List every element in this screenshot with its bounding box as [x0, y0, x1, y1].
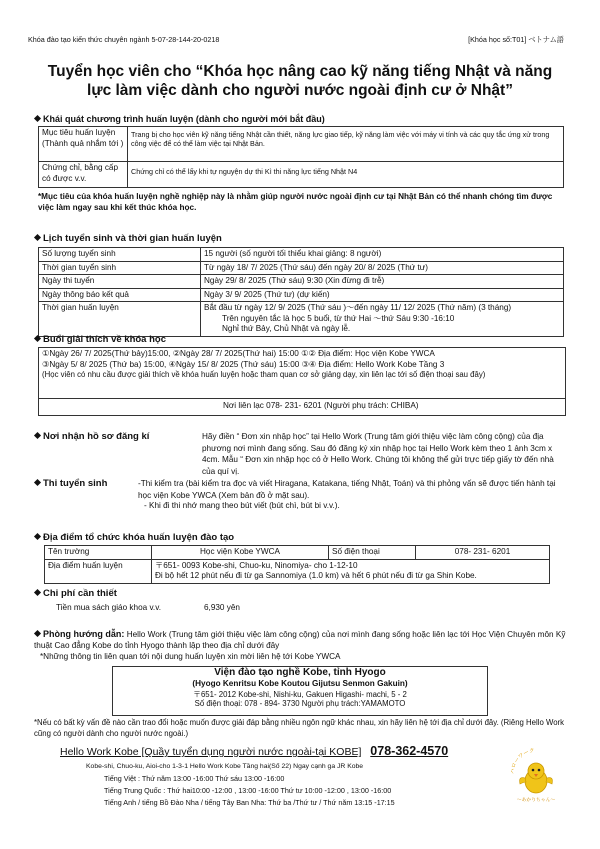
training-place-label: Địa điểm huấn luyện — [45, 559, 152, 583]
institute-phone: Số điện thoại: 078 - 894- 3730 Người phụ trách:YAMAMOTO — [194, 698, 406, 708]
exam-text-2: - Khi đi thi nhớ mang theo bút viết (bút chì, bút bi v.v.). — [144, 501, 340, 510]
briefing-line-3: (Học viên có nhu cầu được giải thích về khóa huấn luyện hoặc tham quan cơ sở giảng dạy, xin liên lạc tới số điện thoại sau đây) — [42, 370, 486, 379]
exam-heading — [34, 478, 107, 489]
divider — [39, 398, 565, 399]
diamond-icon — [34, 335, 41, 342]
hellowork-name: Hello Work Kobe [Quầy tuyển dụng người nước ngoài-tại KOBE] — [60, 746, 362, 758]
application-heading-text: Nơi nhận hồ sơ đăng kí — [43, 431, 150, 442]
mascot-caption: ハローワーク — [509, 748, 536, 775]
hours-chinese: Tiếng Trung Quốc : Thứ hai10:00 -12:00 , 13:00 -16:00 Thứ tư 10:00 -12:00 , 13:00 -16:00 — [104, 786, 392, 795]
briefing-line-2: ③Ngày 5/ 8/ 2025 (Thứ ba) 15:00, ④Ngày 15/ 8/ 2025 (Thứ sáu) 15:00 ③④ Địa điểm: Hello Work Kobe Tầng 3 — [42, 359, 445, 369]
course-code: Khóa đào tạo kiến thức chuyên ngành 5-07-28-144-20-0218 — [28, 35, 220, 44]
briefing-heading-text: Buổi giải thích về khóa học — [43, 334, 166, 345]
result-date-label: Ngày thông báo kết quả — [39, 288, 201, 302]
training-line-3: Nghỉ thứ Bảy, Chủ Nhật và ngày lễ. — [222, 324, 351, 333]
school-phone: 078- 231- 6201 — [416, 546, 550, 560]
venue-table — [44, 545, 550, 584]
institute-box — [112, 666, 488, 716]
goal-label: Mục tiêu huấn luyện (Thành quả nhắm tới ) — [39, 127, 128, 162]
recruit-period-label: Thời gian tuyển sinh — [39, 261, 201, 275]
schedule-heading — [34, 233, 222, 244]
course-number: [Khóa học số:T01] ベトナム語 — [468, 35, 564, 44]
training-line-1: Bắt đầu từ ngày 12/ 9/ 2025 (Thứ sáu )～đến ngày 11/ 12/ 2025 (Thứ năm) (3 tháng) — [204, 303, 512, 312]
diamond-icon — [34, 234, 41, 241]
hours-english: Tiếng Anh / tiếng Bồ Đào Nha / tiếng Tây Ban Nha: Thứ ba /Thứ tư / Thứ năm 13:15 -17:15 — [104, 798, 395, 807]
certificate-label: Chứng chỉ, bằng cấp có được v.v. — [39, 162, 128, 188]
hours-vietnamese: Tiếng Việt : Thứ năm 13:00 -16:00 Thứ sáu 13:00 -16:00 — [104, 774, 285, 783]
venue-address: 〒651- 0093 Kobe-shi, Chuo-ku, Ninomiya- cho 1-12-10 — [155, 560, 358, 570]
certificate-value: Chứng chỉ có thể lấy khi tự nguyện dự thi Kì thi năng lực tiếng Nhật N4 — [128, 162, 564, 188]
school-phone-label: Số điện thoại — [329, 546, 416, 560]
hellowork-line — [60, 744, 448, 758]
fees-label: Tiền mua sách giáo khoa v.v. — [56, 603, 161, 612]
diamond-icon — [34, 115, 41, 122]
mascot-sub: 〜あかりちゃん〜 — [516, 798, 556, 803]
briefing-box — [38, 347, 566, 416]
exam-text-1: -Thi kiểm tra (bài kiểm tra đọc và viết Hiragana, Katakana, tiếng Nhật, Toán) và thi phỏng vấn sẽ được tiến hành tại học viện Kobe YWCA (Xem bản đồ ở mặt sau). — [138, 479, 556, 500]
schedule-table — [38, 247, 564, 337]
application-text: Hãy điền “ Đơn xin nhập học” tại Hello Work (Trung tâm giới thiệu việc làm công cộng) của địa phương nơi mình đang sống. Sau đó đăng ký xin nhập học tại Hello Work kèm theo 1 ảnh 3cm x 4cm. Mẫu “ Đơn xin nhập học có ở Hello Work. Chúng tôi không thể gửi trực tiếp giấy tờ đến nhà của quí vị. — [202, 432, 554, 476]
institute-romaji: (Hyogo Kenritsu Kobe Koutou Gijutsu Senmon Gakuin) — [192, 679, 408, 688]
institute-address: 〒651- 2012 Kobe-shi, Nishi-ku, Gakuen Higashi- machi, 5 - 2 — [193, 689, 407, 699]
recruit-period-value: Từ ngày 18/ 7/ 2025 (Thứ sáu) đến ngày 20/ 8/ 2025 (Thứ tư) — [201, 261, 564, 275]
overview-table — [38, 126, 564, 188]
guidance-heading: Phòng hướng dẫn: — [43, 629, 125, 639]
schedule-heading-text: Lịch tuyển sinh và thời gian huấn luyện — [43, 233, 222, 244]
diamond-icon — [34, 630, 41, 637]
fees-amount: 6,930 yên — [204, 603, 240, 612]
fees-heading — [34, 588, 117, 599]
diamond-icon — [34, 432, 41, 439]
overview-heading — [34, 114, 325, 124]
diamond-icon — [34, 589, 41, 596]
hellowork-phone: 078-362-4570 — [370, 744, 449, 758]
briefing-heading — [34, 334, 166, 345]
training-period-label: Thời gian huấn luyện — [39, 302, 201, 337]
diamond-icon — [34, 479, 41, 486]
training-period-value — [201, 302, 564, 337]
training-line-2: Trên nguyên tắc là học 5 buổi, từ thứ Hai ～thứ Sáu 9:30 -16:10 — [222, 313, 455, 323]
enrollment-label: Số lượng tuyển sinh — [39, 248, 201, 262]
fees-heading-text: Chi phí cần thiết — [43, 588, 117, 599]
result-date-value: Ngày 3/ 9/ 2025 (Thứ tư) (dự kiến) — [201, 288, 564, 302]
venue-access: Đi bộ hết 12 phút nếu đi từ ga Sannomiya (1.0 km) và hết 6 phút nếu đi từ ga Shin Kobe. — [155, 571, 477, 580]
footnote: *Nếu có bất kỳ vấn đề nào cần trao đổi hoặc muốn được giải đáp bằng nhiều ngôn ngữ khác nhau, xin hãy liên hệ tới địa chỉ dưới đây. (Riêng Hello Work cũng có người dành cho người nước ngoài.) — [34, 718, 565, 738]
exam-heading-text: Thi tuyển sinh — [43, 478, 108, 489]
briefing-line-1: ①Ngày 26/ 7/ 2025(Thứ bảy)15:00, ②Ngày 28/ 7/ 2025(Thứ hai) 15:00 ①② Địa điểm: Học viện Kobe YWCA — [42, 349, 435, 358]
training-place — [152, 559, 550, 583]
school-name-label: Tên trường — [45, 546, 152, 560]
exam-date-value: Ngày 29/ 8/ 2025 (Thứ sáu) 9:30 (Xin đừng đi trễ) — [201, 275, 564, 289]
briefing-contact: Nơi liên lạc 078- 231- 6201 (Người phụ trách: CHIBA) — [223, 401, 419, 410]
venue-heading — [34, 532, 234, 543]
exam-date-label: Ngày thi tuyển — [39, 275, 201, 289]
hellowork-address: Kobe-shi, Chuo-ku, Aioi-cho 1-3-1 Hello Work Kobe Tầng hai(Số 22) Ngay cạnh ga JR Kobe — [86, 763, 364, 770]
mascot-bird-icon — [508, 748, 564, 804]
page-title: Tuyển học viên cho “Khóa học nâng cao kỹ năng tiếng Nhật và năng lực làm việc dành cho người nước ngoài định cư ở Nhật” — [47, 63, 553, 99]
guidance-block — [34, 629, 568, 651]
venue-heading-text: Địa điểm tổ chức khóa huấn luyện đào tạo — [43, 532, 235, 543]
guidance-note: *Những thông tin liên quan tới nội dung huấn luyện xin mời liên hệ tới Kobe YWCA — [40, 652, 341, 661]
goal-value: Trang bị cho học viên kỹ năng tiếng Nhật cần thiết, năng lực giao tiếp, kỹ năng làm việc với máy vi tính và các quy tắc ứng xử trong công việc để có thể làm việc tại Nhật Bản. — [128, 127, 564, 162]
overview-note: *Mục tiêu của khóa huấn luyện nghề nghiệp này là nhằm giúp người nước ngoài định cư tại Nhật Bản có thể nhanh chóng tìm được việc làm ngay sau khi kết thúc khóa học. — [38, 192, 553, 212]
application-heading — [34, 431, 149, 442]
guidance-text: Hello Work (Trung tâm giới thiệu việc làm công cộng) của nơi mình đang sống hoặc liên lạc tới Học Viện Chuyên môn Kỹ thuật Cao đẳng Kobe do tỉnh Hyogo thành lập theo địa chỉ dưới đây — [34, 630, 566, 650]
institute-name: Viện đào tạo nghề Kobe, tỉnh Hyogo — [214, 667, 386, 678]
enrollment-value: 15 người (số người tối thiểu khai giảng: 8 người) — [201, 248, 564, 262]
diamond-icon — [34, 533, 41, 540]
overview-heading-text: Khái quát chương trình huấn luyện (dành cho người mới bắt đầu) — [43, 114, 325, 124]
school-name: Học viện Kobe YWCA — [152, 546, 329, 560]
